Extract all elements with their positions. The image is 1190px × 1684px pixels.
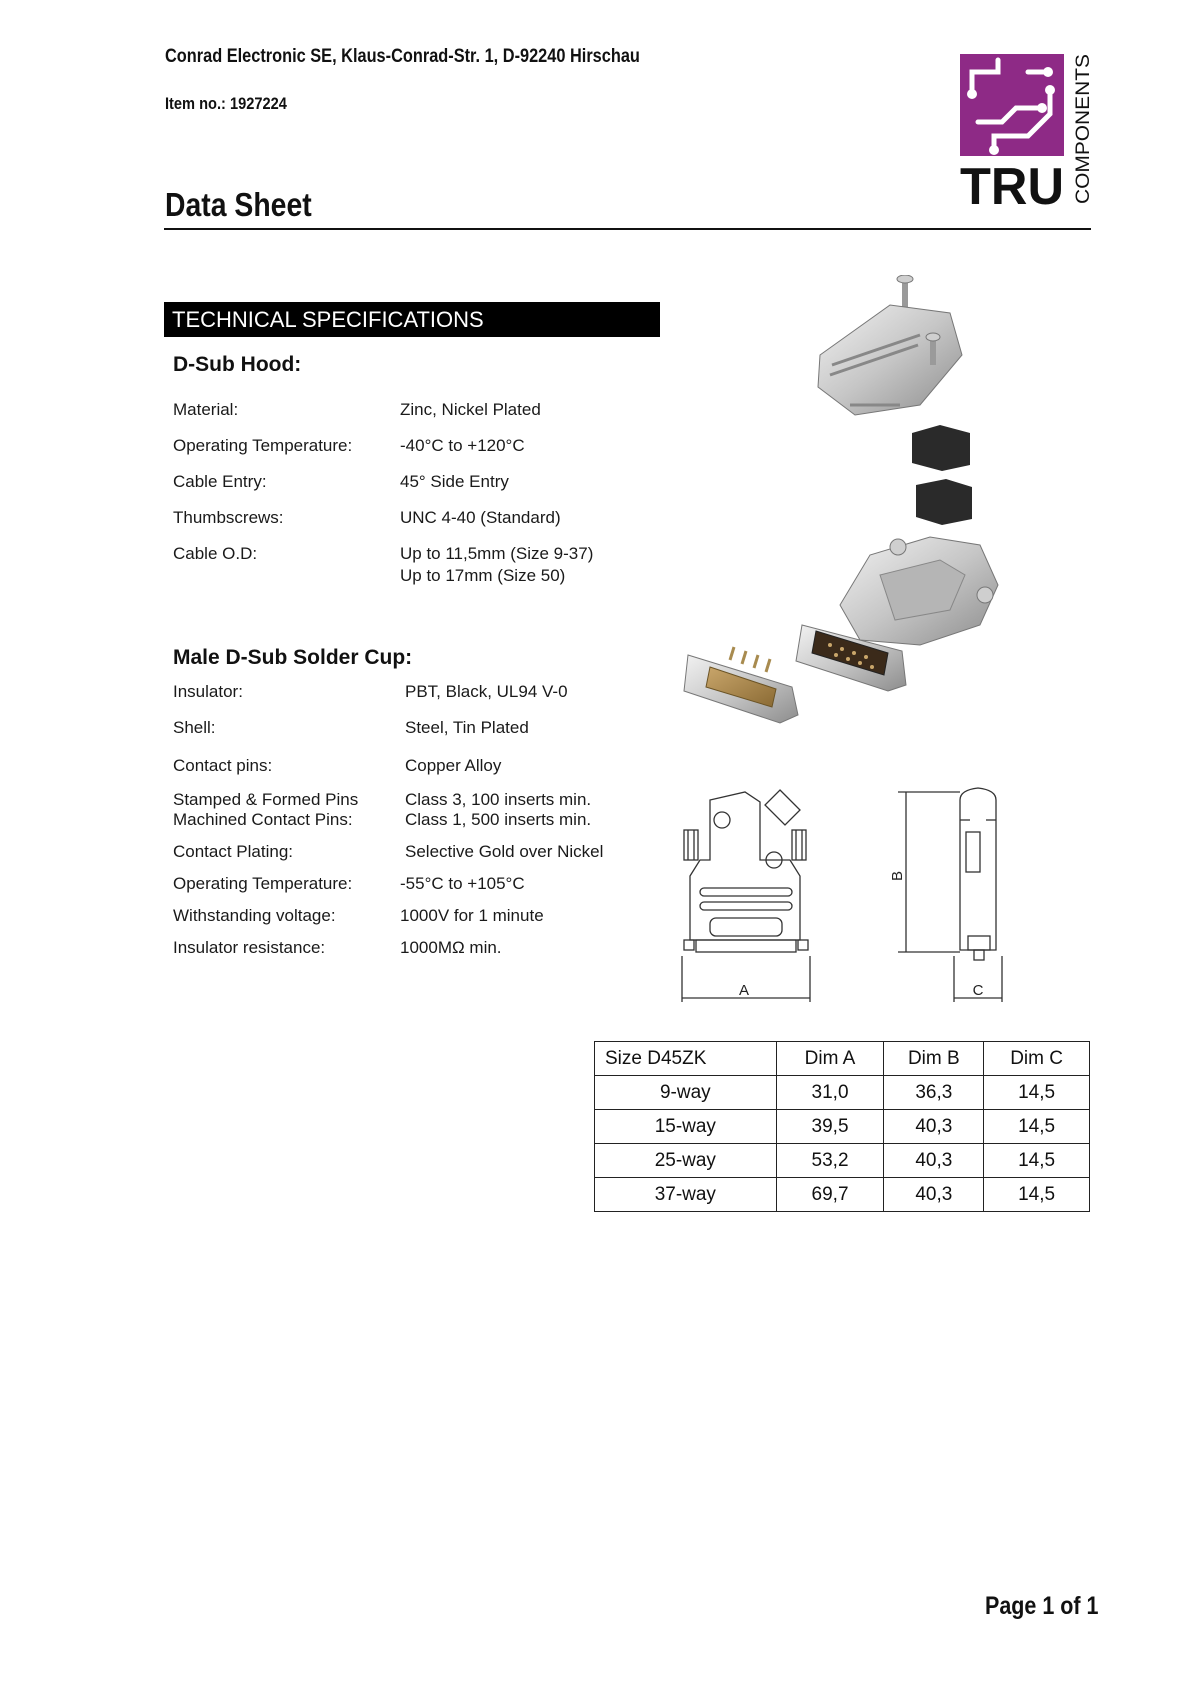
table-cell-dim-b: 36,3 [884,1076,984,1110]
hood-value-material: Zinc, Nickel Plated [400,400,541,419]
table-header-dim-b: Dim B [884,1042,984,1076]
table-cell-dim-c: 14,5 [984,1076,1090,1110]
table-cell-size: 37-way [595,1178,777,1212]
table-row [595,1178,1090,1212]
cup-value-machined-pins: Class 1, 500 inserts min. [405,810,592,829]
cup-label-contact-pins: Contact pins: [173,756,273,775]
table-cell-dim-b: 40,3 [884,1178,984,1212]
cup-label-voltage: Withstanding voltage: [173,906,336,925]
cup-label-temperature: Operating Temperature: [173,874,353,893]
cup-value-stamped-pins: Class 3, 100 inserts min. [405,790,592,809]
cup-heading: Male D-Sub Solder Cup: [173,646,413,669]
cup-label-stamped-pins: Stamped & Formed Pins [173,790,359,809]
table-cell-dim-a: 31,0 [776,1076,884,1110]
hood-label-thumbscrews: Thumbscrews: [173,508,284,527]
table-row [595,1144,1090,1178]
page-title: Data Sheet [165,186,312,223]
logo-sub-text: COMPONENTS [1073,67,1092,204]
cup-label-machined-pins: Machined Contact Pins: [173,810,353,829]
cup-value-contact-plating: Selective Gold over Nickel [405,842,604,861]
table-cell-dim-a: 39,5 [776,1110,884,1144]
table-header-dim-a: Dim A [776,1042,884,1076]
table-cell-size: 15-way [595,1110,777,1144]
table-row [595,1110,1090,1144]
table-cell-dim-b: 40,3 [884,1144,984,1178]
hood-heading: D-Sub Hood: [173,353,302,376]
product-photo [680,275,1010,745]
hood-label-temperature: Operating Temperature: [173,436,353,455]
table-cell-dim-c: 14,5 [984,1178,1090,1212]
cup-label-contact-plating: Contact Plating: [173,842,294,861]
hood-label-cable-entry: Cable Entry: [173,472,267,491]
hood-value-cable-entry: 45° Side Entry [400,472,509,491]
table-cell-dim-c: 14,5 [984,1144,1090,1178]
cup-label-resistance: Insulator resistance: [173,938,326,957]
tru-components-logo [958,52,1092,208]
logo-brand-text: TRU [960,158,1064,208]
title-divider [164,228,1091,230]
cup-value-shell: Steel, Tin Plated [405,718,529,737]
table-cell-dim-b: 40,3 [884,1110,984,1144]
hood-value-temperature: -40°C to +120°C [400,436,525,455]
hood-label-cable-od: Cable O.D: [173,544,258,563]
table-header-row [595,1042,1090,1076]
hood-value-cable-od-1: Up to 11,5mm (Size 9-37) [400,544,594,563]
dim-c-label: C [972,982,984,999]
dimensions-table [594,1041,1090,1212]
table-cell-size: 25-way [595,1144,777,1178]
dim-b-label: B [889,870,906,882]
dimension-drawing [670,780,1020,1010]
cup-label-shell: Shell: [173,718,216,737]
table-row [595,1076,1090,1110]
cup-value-temperature: -55°C to +105°C [400,874,525,893]
table-cell-size: 9-way [595,1076,777,1110]
hood-label-material: Material: [173,400,239,419]
hood-value-cable-od-2: Up to 17mm (Size 50) [400,566,566,585]
company-address: Conrad Electronic SE, Klaus-Conrad-Str. 1, D-92240 Hirschau [165,46,640,67]
cup-value-voltage: 1000V for 1 minute [400,906,544,925]
item-number: Item no.: 1927224 [165,94,287,113]
cup-value-contact-pins: Copper Alloy [405,756,502,775]
cup-value-insulator: PBT, Black, UL94 V-0 [405,682,568,701]
page-number: Page 1 of 1 [985,1592,1099,1620]
table-cell-dim-c: 14,5 [984,1110,1090,1144]
section-title-bar: TECHNICAL SPECIFICATIONS [164,302,660,337]
table-cell-dim-a: 69,7 [776,1178,884,1212]
cup-value-resistance: 1000MΩ min. [400,938,502,957]
cup-label-insulator: Insulator: [173,682,243,701]
table-cell-dim-a: 53,2 [776,1144,884,1178]
table-header-size: Size D45ZK [595,1042,777,1076]
hood-value-thumbscrews: UNC 4-40 (Standard) [400,508,561,527]
dim-a-label: A [738,982,750,999]
table-header-dim-c: Dim C [984,1042,1090,1076]
